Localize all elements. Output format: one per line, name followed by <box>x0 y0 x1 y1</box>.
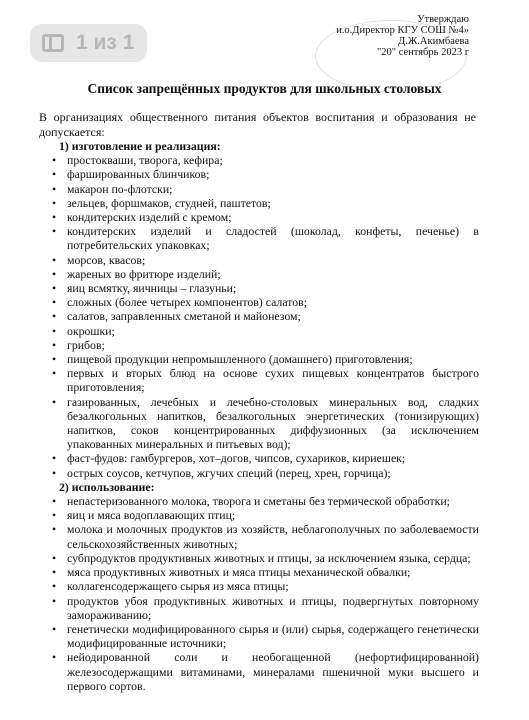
list-item: • молока и молочных продуктов из хозяйств, неблагополучных по заболеваемости сельскохозяйственных животных; <box>39 522 479 550</box>
list-item: • коллагенсодержащего сырья из мяса птицы; <box>39 579 479 593</box>
section-heading: 2) использование: <box>59 479 155 494</box>
list-item: • грибов; <box>39 338 479 352</box>
approval-line: "20" сентябрь 2023 г <box>377 47 469 58</box>
approval-block <box>336 14 469 58</box>
list-item: • простокваши, творога, кефира; <box>39 153 479 167</box>
page-indicator-text: 1 из 1 <box>76 31 135 54</box>
list-item: • яиц и мяса водоплавающих птиц; <box>39 508 479 522</box>
list-item: • мяса продуктивных животных и мяса птицы механической обвалки; <box>39 565 479 579</box>
list-item: • фаст-фудов: гамбургеров, хот–догов, чипсов, сухариков, кириешек; <box>39 451 479 465</box>
list-item: • острых соусов, кетчупов, жгучих специй (перец, хрен, горчица); <box>39 466 479 480</box>
document-body <box>39 139 479 693</box>
list-item: • окрошки; <box>39 324 479 338</box>
document-title: Список запрещённых продуктов для школьных столовых <box>87 81 442 96</box>
list-item: • непастеризованного молока, творога и сметаны без термической обработки; <box>39 494 479 508</box>
list-item: • субпродуктов продуктивных животных и птицы, за исключением языка, сердца; <box>39 551 479 565</box>
intro-paragraph: В организациях общественного питания объектов воспитания и образования не допускается: <box>39 110 476 139</box>
list-item: • яиц всмятку, яичницы – глазуньи; <box>39 281 479 295</box>
list-item: • жареных во фритюре изделий; <box>39 267 479 281</box>
list-item: • продуктов убоя продуктивных животных и птицы, подвергнутых повторному замораживанию; <box>39 594 479 622</box>
list-item: • нейодированной соли и необогащенной (нефортифицированной) железосодержащими витаминами, минералами пшеничной муки высшего и первого сортов. <box>39 650 479 693</box>
list-item: • первых и вторых блюд на основе сухих пищевых концентратов быстрого приготовления; <box>39 366 479 394</box>
list-item: • газированных, лечебных и лечебно-столовых минеральных вод, сладких безалкогольных напитков, безалкогольных энергетических (тонизирующих) напитков, соков концентрированных диффузионных (за исключением упакованных минеральных и питьевых вод); <box>39 395 479 452</box>
list-item: • сложных (более четырех компонентов) салатов; <box>39 295 479 309</box>
prohibited-list-production <box>39 153 479 480</box>
approval-line: Утверждаю <box>417 14 469 25</box>
list-item: • фаршированных блинчиков; <box>39 167 479 181</box>
sidebar-toggle-icon <box>42 34 64 52</box>
section-heading: 1) изготовление и реализация: <box>59 139 221 153</box>
page-indicator[interactable] <box>30 24 147 62</box>
list-item: • кондитерских изделий с кремом; <box>39 210 479 224</box>
approval-line: Д.Ж.Акимбаева <box>398 36 469 47</box>
list-item: • зельцев, форшмаков, студней, паштетов; <box>39 196 479 210</box>
list-item: • макарон по-флотски; <box>39 182 479 196</box>
list-item: • генетически модифицированного сырья и (или) сырья, содержащего генетически модифицированные источники; <box>39 622 479 650</box>
prohibited-list-usage <box>39 494 479 693</box>
list-item: • кондитерских изделий и сладостей (шоколад, конфеты, печенье) в потребительских упаковках; <box>39 224 479 252</box>
list-item: • морсов, квасов; <box>39 253 479 267</box>
list-item: • пищевой продукции непромышленного (домашнего) приготовления; <box>39 352 479 366</box>
approval-line: и.о.Директор КГУ СОШ №4» <box>336 25 469 36</box>
list-item: • салатов, заправленных сметаной и майонезом; <box>39 309 479 323</box>
